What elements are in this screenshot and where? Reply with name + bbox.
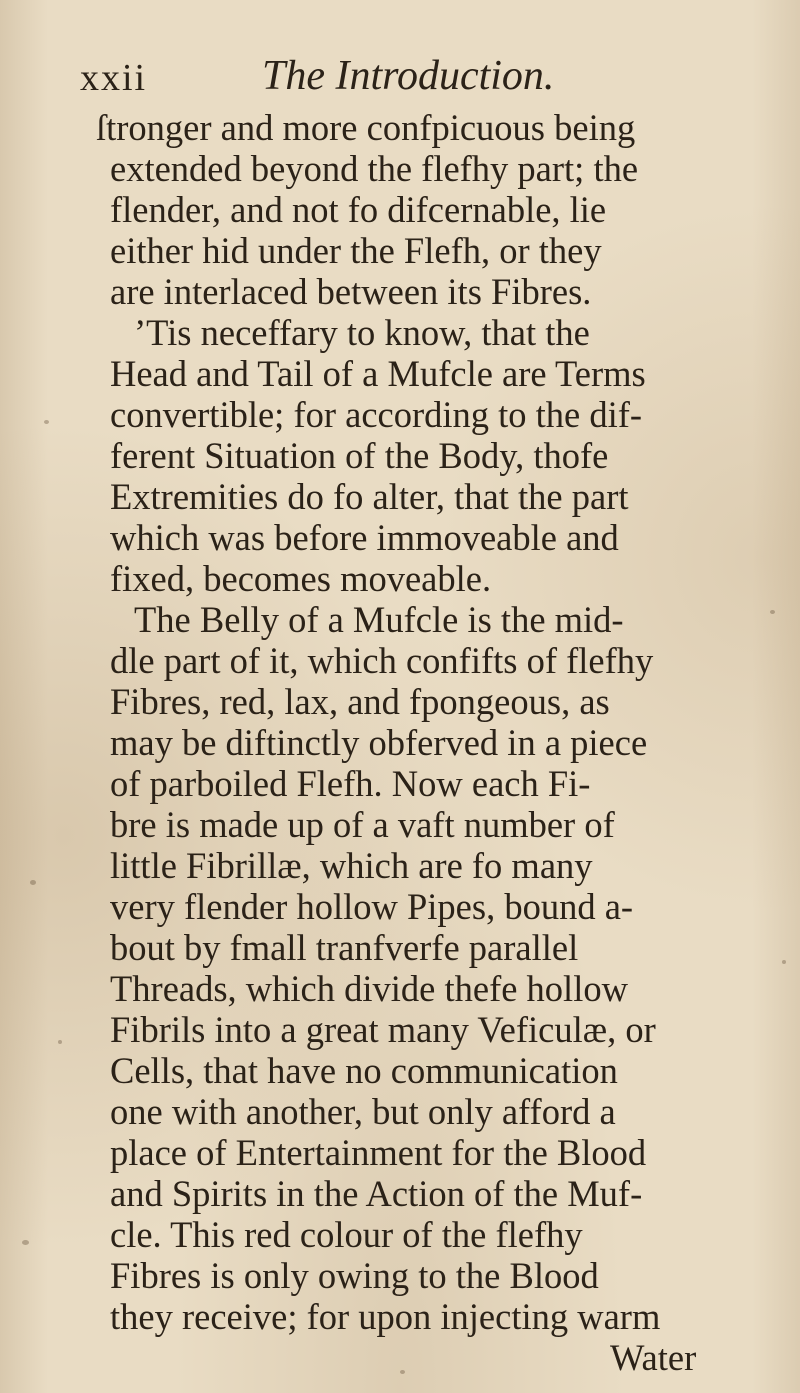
text-line: they receive; for upon injecting warm [110, 1296, 661, 1337]
paper-speck [58, 1040, 62, 1044]
text-line: extended beyond the flefhy part; the [110, 148, 639, 189]
running-title: The Introduction. [262, 53, 555, 99]
text-line: Cells, that have no communication [110, 1050, 618, 1091]
text-line: dle part of it, which confifts of flefhy [110, 640, 654, 681]
text-line: bout by fmall tranfverfe parallel [110, 927, 579, 968]
text-line: bre is made up of a vaft number of [110, 804, 615, 845]
text-line: cle. This red colour of the flefhy [110, 1214, 583, 1255]
text-line: fixed, becomes moveable. [110, 558, 492, 599]
text-line: Fibres is only owing to the Blood [110, 1255, 599, 1296]
text-line: ſtronger and more confpicuous being [96, 107, 636, 148]
page-number: xxii [80, 57, 148, 99]
paper-speck [400, 1370, 405, 1374]
text-line: Fibrils into a great many Veficulæ, or [110, 1009, 656, 1050]
text-line: Head and Tail of a Mufcle are Terms [110, 353, 646, 394]
text-line: and Spirits in the Action of the Muf- [110, 1173, 643, 1214]
text-line: Threads, which divide thefe hollow [110, 968, 628, 1009]
paper-speck [30, 880, 36, 885]
text-line: Fibres, red, lax, and fpongeous, as [110, 681, 610, 722]
text-line: either hid under the Flefh, or they [110, 230, 602, 271]
paper-speck [44, 420, 49, 424]
text-line: flender, and not fo difcernable, lie [110, 189, 607, 230]
text-line: which was before immoveable and [110, 517, 619, 558]
text-line: are interlaced between its Fibres. [110, 271, 592, 312]
text-line: may be diftinctly obferved in a piece [110, 722, 648, 763]
text-line: ferent Situation of the Body, thofe [110, 435, 609, 476]
text-line: convertible; for according to the dif- [110, 394, 643, 435]
text-line: ’Tis neceffary to know, that the [134, 312, 590, 353]
text-line: little Fibrillæ, which are fo many [110, 845, 593, 886]
text-line: place of Entertainment for the Blood [110, 1132, 647, 1173]
paper-speck [770, 610, 775, 614]
paper-speck [22, 1240, 29, 1245]
text-line: The Belly of a Mufcle is the mid- [134, 599, 624, 640]
text-line: Extremities do fo alter, that the part [110, 476, 629, 517]
catchword: Water [610, 1337, 697, 1378]
paper-speck [782, 960, 786, 964]
page-header [0, 48, 800, 108]
text-line: very flender hollow Pipes, bound a- [110, 886, 634, 927]
text-line: of parboiled Flefh. Now each Fi- [110, 763, 591, 804]
text-line: one with another, but only afford a [110, 1091, 616, 1132]
